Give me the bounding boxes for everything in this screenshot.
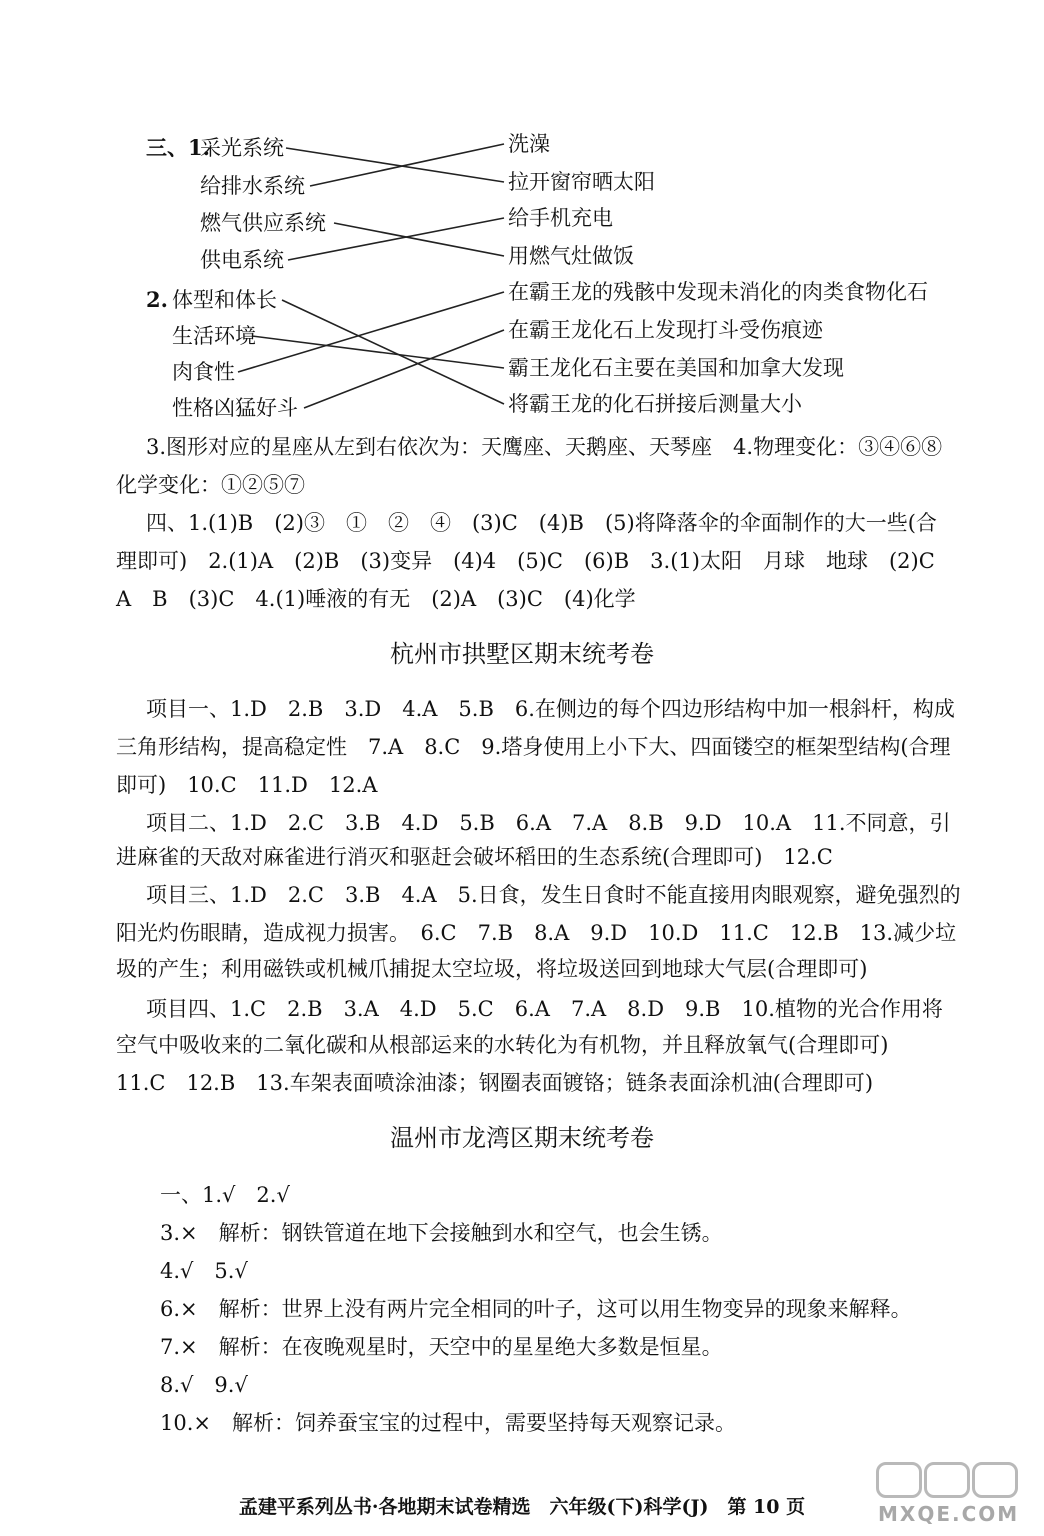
match-line — [282, 300, 504, 404]
answer-line: 即可) 10.C 11.D 12.A — [116, 773, 378, 797]
answer-line: 6.× 解析：世界上没有两片完全相同的叶子，这可以用生物变异的现象来解释。 — [160, 1297, 912, 1321]
right-item: 将霸王龙的化石拼接后测量大小 — [508, 392, 802, 416]
watermark-logo — [872, 1462, 1022, 1526]
section-title: 温州市龙湾区期末统考卷 — [390, 1124, 654, 1152]
answer-line: 理即可) 2.(1)A (2)B (3)变异 (4)4 (5)C (6)B 3.(1)太阳 月球 地球 (2)C — [116, 549, 935, 573]
left-item: 体型和体长 — [172, 288, 277, 312]
answer-line: 3.× 解析：钢铁管道在地下会接触到水和空气，也会生锈。 — [160, 1221, 723, 1245]
q1-label: 三、1. — [146, 135, 210, 160]
answer-line: 三角形结构，提高稳定性 7.A 8.C 9.塔身使用上小下大、四面镂空的框架型结构(合理 — [116, 735, 951, 759]
q2-label: 2. — [146, 287, 168, 312]
answer-line: 4.√ 5.√ — [160, 1259, 248, 1283]
match-line — [334, 223, 504, 256]
watermark-text: MXQE.COM — [878, 1502, 1020, 1526]
match-line — [304, 330, 504, 408]
answer-line: 进麻雀的天敌对麻雀进行消灭和驱赶会破坏稻田的生态系统(合理即可) 12.C — [116, 845, 833, 869]
answer-line: 项目一、1.D 2.B 3.D 4.A 5.B 6.在侧边的每个四边形结构中加一根斜杆，构成 — [146, 697, 955, 721]
left-item: 生活环境 — [172, 324, 256, 348]
right-item: 给手机充电 — [508, 206, 613, 230]
match-line — [238, 292, 504, 372]
right-item: 在霸王龙化石上发现打斗受伤痕迹 — [508, 318, 823, 342]
answer-line: A B (3)C 4.(1)唾液的有无 (2)A (3)C (4)化学 — [116, 587, 636, 611]
right-item: 用燃气灶做饭 — [508, 244, 634, 268]
left-item: 采光系统 — [200, 136, 284, 160]
left-item: 供电系统 — [200, 248, 284, 272]
answer-line: 3.图形对应的星座从左到右依次为：天鹰座、天鹅座、天琴座 4.物理变化：③④⑥⑧ — [146, 435, 943, 459]
right-item: 洗澡 — [508, 132, 550, 156]
answer-line: 一、1.√ 2.√ — [160, 1183, 290, 1207]
answer-line: 化学变化：①②⑤⑦ — [116, 473, 305, 497]
answer-line: 项目二、1.D 2.C 3.B 4.D 5.B 6.A 7.A 8.B 9.D 10.A 11.不同意，引 — [146, 811, 951, 835]
answer-line: 阳光灼伤眼睛，造成视力损害。 6.C 7.B 8.A 9.D 10.D 11.C 12.B 13.减少垃 — [116, 921, 957, 945]
right-item: 在霸王龙的残骸中发现未消化的肉类食物化石 — [508, 280, 928, 304]
right-item: 拉开窗帘晒太阳 — [508, 170, 655, 194]
answer-line: 8.√ 9.√ — [160, 1373, 248, 1397]
right-item: 霸王龙化石主要在美国和加拿大发现 — [508, 356, 844, 380]
answer-line: 10.× 解析：饲养蚕宝宝的过程中，需要坚持每天观察记录。 — [160, 1411, 736, 1435]
answer-line: 圾的产生；利用磁铁或机械爪捕捉太空垃圾，将垃圾送回到地球大气层(合理即可) — [116, 957, 868, 981]
left-item: 肉食性 — [172, 360, 235, 384]
answer-line: 11.C 12.B 13.车架表面喷涂油漆；钢圈表面镀铬；链条表面涂机油(合理即可) — [116, 1071, 874, 1095]
match-line — [252, 336, 504, 368]
section-title: 杭州市拱墅区期末统考卷 — [390, 640, 654, 668]
answer-line: 7.× 解析：在夜晚观星时，天空中的星星绝大多数是恒星。 — [160, 1335, 723, 1359]
page-footer: 孟建平系列丛书·各地期末试卷精选 六年级(下)科学(J) 第 10 页 — [238, 1496, 806, 1518]
answer-line: 项目三、1.D 2.C 3.B 4.A 5.日食，发生日食时不能直接用肉眼观察，避免强烈的 — [146, 883, 961, 907]
left-item: 给排水系统 — [200, 174, 305, 198]
match-line — [286, 148, 504, 182]
answer-line: 四、1.(1)B (2)③ ① ② ④ (3)C (4)B (5)将降落伞的伞面制作的大一些(合 — [146, 511, 937, 535]
left-item: 燃气供应系统 — [200, 211, 326, 235]
answer-line: 项目四、1.C 2.B 3.A 4.D 5.C 6.A 7.A 8.D 9.B 10.植物的光合作用将 — [146, 997, 943, 1021]
left-item: 性格凶猛好斗 — [172, 396, 298, 420]
answer-line: 空气中吸收来的二氧化碳和从根部运来的水转化为有机物，并且释放氧气(合理即可) — [116, 1033, 889, 1057]
match-line — [310, 144, 504, 186]
